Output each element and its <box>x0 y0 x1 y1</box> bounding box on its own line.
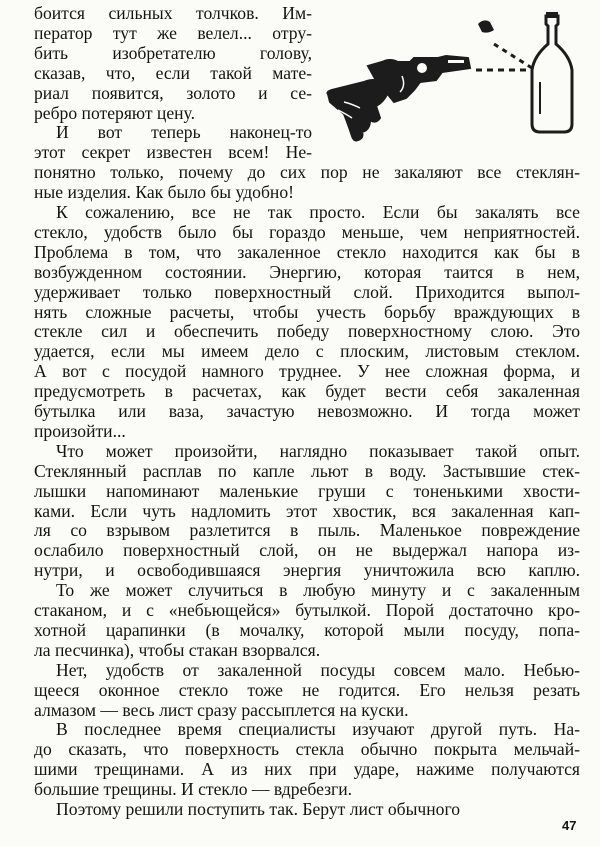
text-line-10: ные изделия. Как было бы удобно! <box>34 182 294 203</box>
bullet-icon <box>478 20 494 32</box>
revolver-bottle-illustration <box>318 6 594 142</box>
hand-icon <box>328 80 389 141</box>
text-line-22: произойти... <box>34 420 126 441</box>
text-line-34: Нет, удобств от закаленной посуды совсем мало. Небью- <box>56 659 580 680</box>
text-line-1: боится сильных толчков. Им- <box>34 3 312 23</box>
text-line-16: нять сложные расчеты, чтобы учесть борьбу враждующих в <box>34 301 580 322</box>
text-line-23: Что может произойти, наглядно показывает такой опыт. <box>56 440 580 461</box>
text-line-2: ператор тут же велел... отру- <box>34 22 312 43</box>
text-line-14: возбужденном состоянии. Энергию, которая таится в нем, <box>34 261 580 282</box>
text-line-31: стаканом, и с «небьющейся» бутылкой. Порой достаточно кро- <box>34 600 580 620</box>
text-line-27: ля со взрывом разлетится в пыль. Маленькое повреждение <box>34 520 580 541</box>
text-line-28: ослабило поверхностный слой, он не выдержал напора из- <box>34 540 580 561</box>
ricochet-path-dashes <box>494 44 532 68</box>
text-line-37: В последнее время специалисты изучают другой путь. На- <box>56 719 580 740</box>
text-line-21: бутылка или ваза, зачастую невозможно. И тогда может <box>34 401 580 421</box>
text-line-5: риал появится, золото и се- <box>34 82 312 103</box>
text-line-8: этот секрет известен всем! Не- <box>34 142 312 163</box>
text-line-35: щееся оконное стекло тоже не годится. Его нельзя резать <box>34 679 580 700</box>
bottle-icon <box>532 16 572 132</box>
text-line-18: удается, если мы имеем дело с плоским, листовым стеклом. <box>34 341 580 362</box>
text-line-9: понятно только, почему до сих пор не закаляют все стеклян- <box>34 162 580 183</box>
text-line-13: Проблема в том, что закаленное стекло находится как бы в <box>34 241 580 262</box>
text-line-25: лышки напоминают маленькие груши с тоненькими хвости- <box>34 480 580 501</box>
text-line-24: Стеклянный расплав по капле льют в воду. Застывшие стек- <box>34 460 580 481</box>
text-line-12: стекло, удобств было бы гораздо меньше, чем неприятностей. <box>34 221 580 242</box>
text-line-40: большие трещины. И стекло — вдребезги. <box>34 779 353 800</box>
text-line-41: Поэтому решили поступить так. Берут лист обычного <box>56 799 461 819</box>
text-line-11: К сожалению, все не так просто. Если бы закалять все <box>56 202 580 222</box>
text-line-39: шими трещинами. А из них при ударе, нажиме получаются <box>34 759 580 780</box>
text-line-7: И вот теперь наконец-то <box>56 122 312 143</box>
text-line-19: А вот с посудой намного труднее. У нее сложная форма, и <box>34 361 580 382</box>
text-line-6: ребро потеряют цену. <box>34 102 195 123</box>
text-line-30: То же может случиться в любую минуту и с закаленным <box>56 580 580 601</box>
text-line-4: сказав, что, если такой мате- <box>34 62 312 83</box>
text-line-20: предусмотреть в расчетах, как будет вести себя закаленная <box>34 381 580 402</box>
text-line-15: удерживает только поверхностный слой. Приходится выпол- <box>34 281 580 302</box>
text-line-29: нутри, и освободившаяся энергия уничтожила всю каплю. <box>34 560 580 581</box>
page-number: 47 <box>562 818 577 833</box>
text-line-3: бить изобретателю голову, <box>34 42 312 63</box>
text-line-33: ла песчинка), чтобы стакан взорвался. <box>34 639 321 660</box>
text-line-17: стекле сил и обеспечить победу поверхностному слою. Это <box>34 321 580 342</box>
text-line-32: хотной царапинки (в мочалку, которой мыли посуду, попа- <box>34 619 580 640</box>
text-line-26: ками. Если чуть надломить этот хвостик, вся закаленная кап- <box>34 500 580 521</box>
text-line-36: алмазом — весь лист сразу рассыплется на куски. <box>34 699 409 720</box>
text-line-38: до сказать, что поверхность стекла обычно покрыта мельчай- <box>34 739 580 760</box>
